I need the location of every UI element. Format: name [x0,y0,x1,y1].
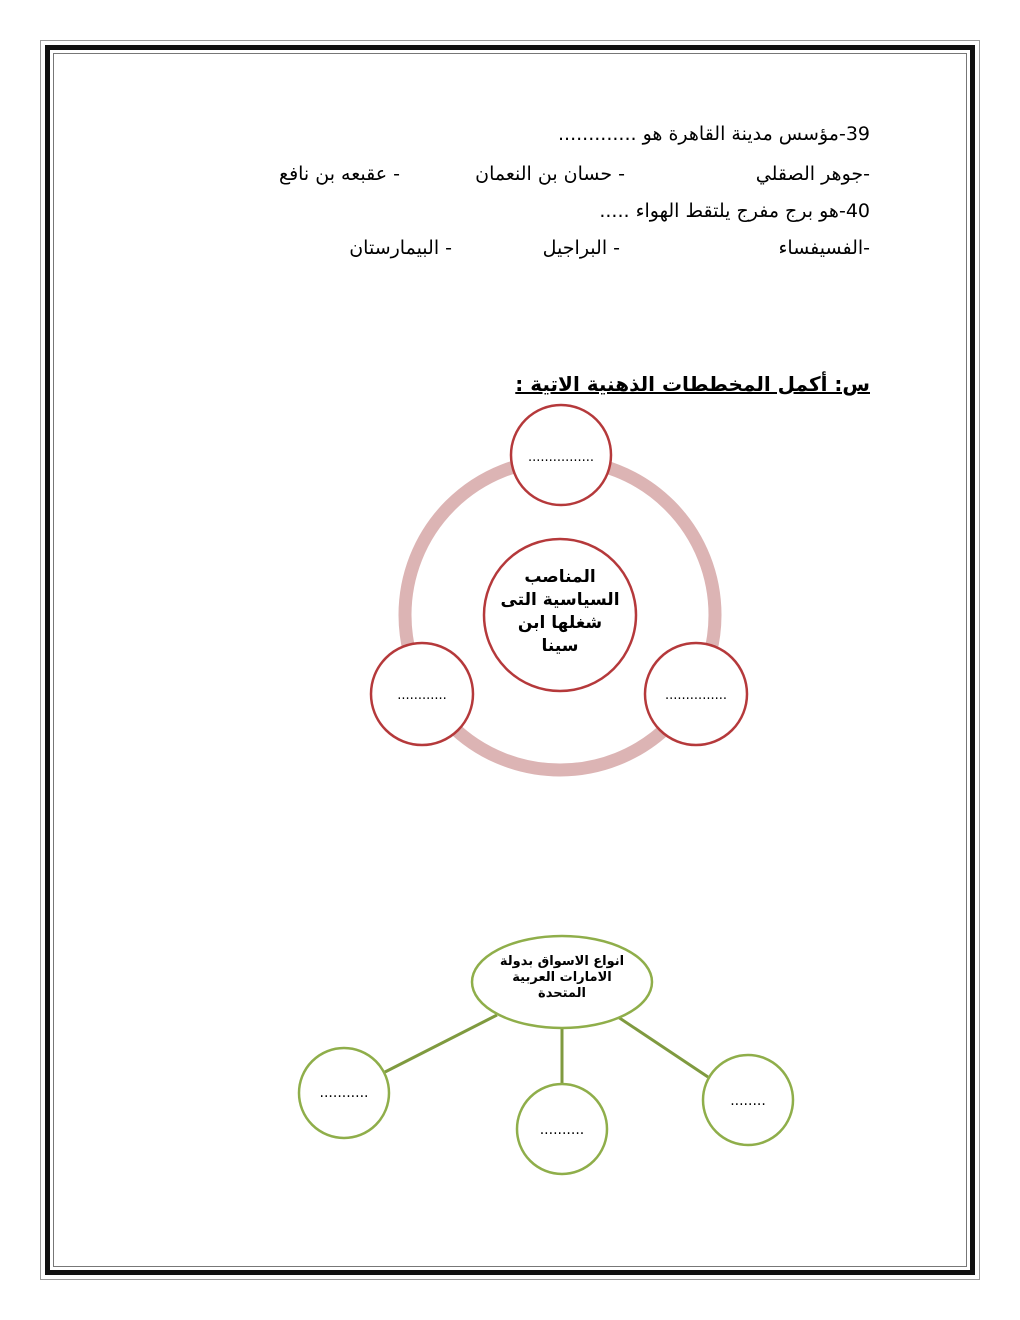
question-39-option-3: - عقبعه بن نافع [278,163,400,185]
question-40-option-2: - البراجيل [542,237,620,259]
diagram2-blank-middle: .......... [539,1122,585,1138]
question-40-option-3: - البيمارستان [349,237,452,259]
question-39-option-1: -جوهر الصقلي [755,163,870,185]
diagram2-blank-right: ........ [730,1093,766,1109]
diagram2-connector-right [618,1017,708,1077]
diagram1-blank-right: ............... [665,688,727,703]
diagram2-connector-left [385,1015,497,1072]
question-39-option-2: - حسان بن النعمان [475,163,625,185]
question-40-option-1: -الفسيفساء [778,237,870,259]
diagram2-blank-left: ........... [319,1085,369,1101]
diagram1-center-text: المناصب السياسية التى شغلها ابن سينا [500,567,620,656]
diagram1-blank-left: ............ [397,688,447,703]
question-40: 40-هو برج مفرج يلتقط الهواء ..... [599,200,870,222]
section-title: س: أكمل المخططات الذهنية الاتية : [515,372,870,396]
diagram2-center-text: انواع الاسواق بدولة الامارات العربية المتحدة [499,954,625,1001]
question-39: 39-مؤسس مدينة القاهرة هو ............. [558,123,870,145]
diagram1-blank-top: ................ [527,450,595,465]
